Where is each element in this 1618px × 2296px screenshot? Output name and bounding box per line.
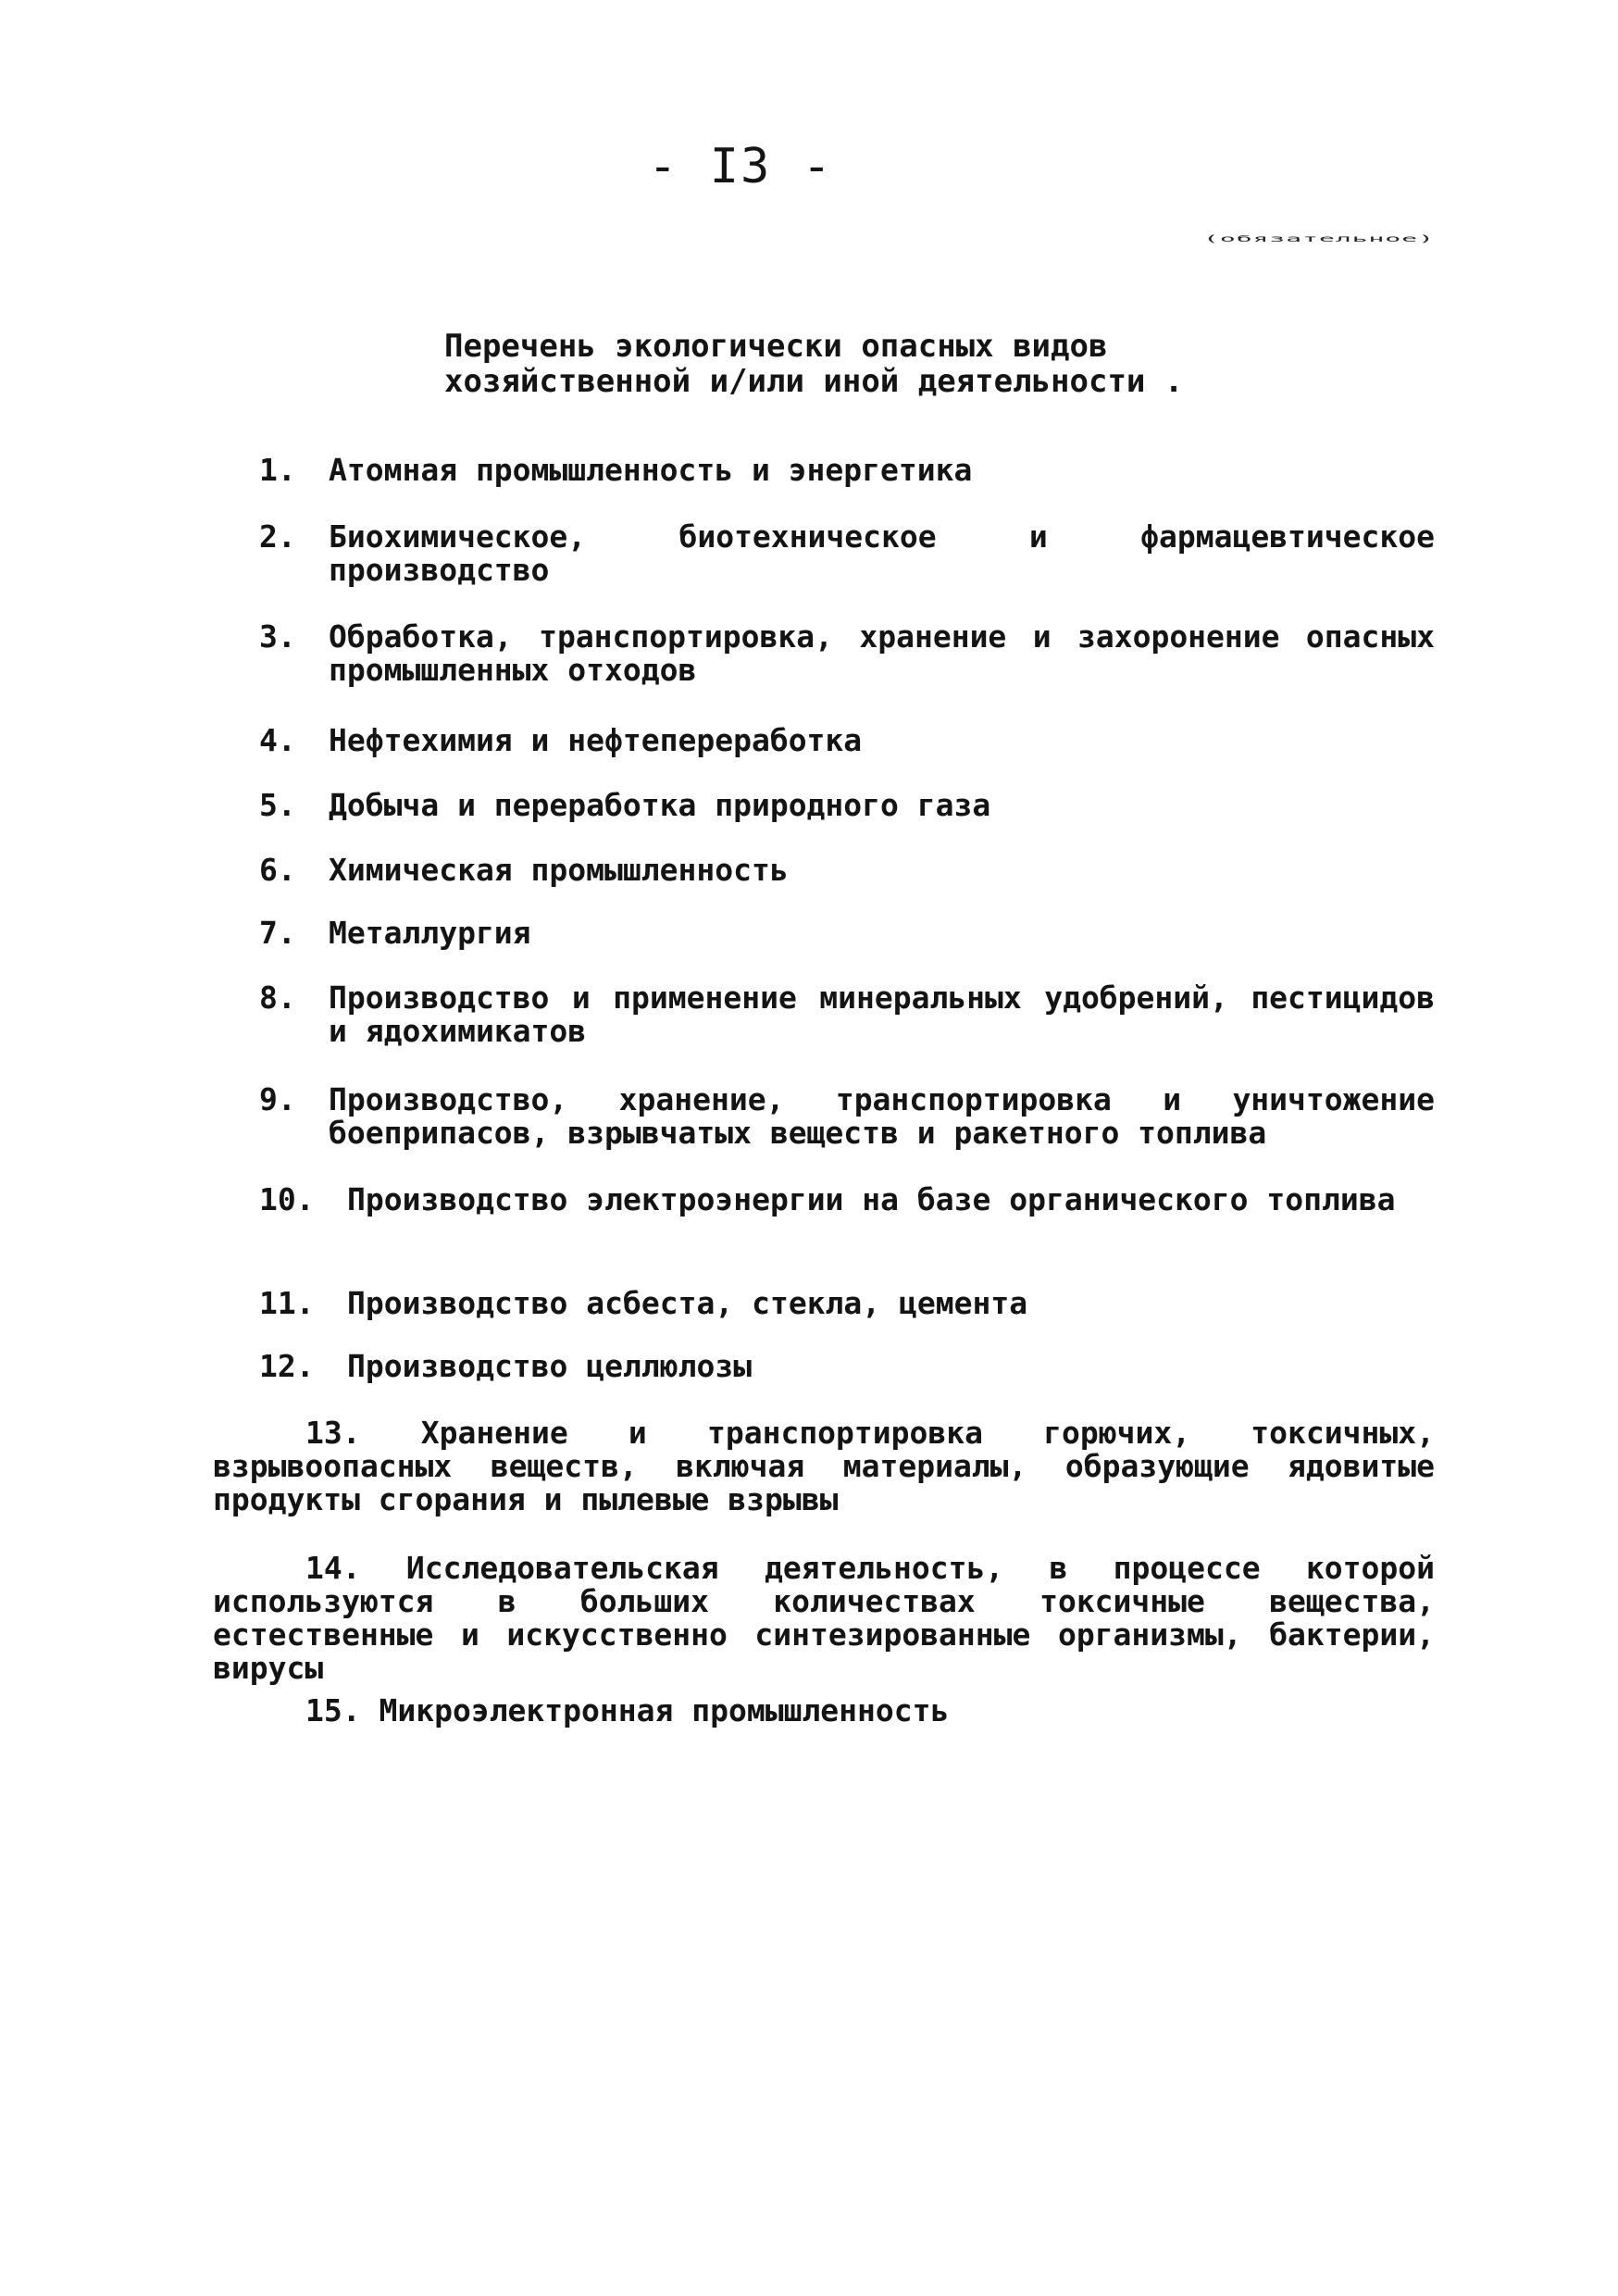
list-item-text: Биохимическое, биотехническое и фармацевтическое производство xyxy=(329,518,1435,588)
list-item xyxy=(259,854,1435,887)
list-item xyxy=(259,1183,1435,1217)
list-item-text: Атомная промышленность и энергетика xyxy=(329,452,973,488)
list-item-text: Хранение и транспортировка горючих, токсичных, взрывоопасных веществ, включая материалы, образующие ядовитые продукты сгорания и пылевые взрывы xyxy=(213,1415,1435,1517)
list-item xyxy=(213,1694,1435,1728)
list-item-number: 7. xyxy=(259,915,296,951)
title-line-1: Перечень экологически опасных видов xyxy=(444,328,1108,365)
list-item xyxy=(259,789,1435,822)
list-item-paragraph xyxy=(213,1416,1435,1516)
title-line-2: хозяйственной и/или иной деятельности . xyxy=(444,363,1184,400)
list-item-number: 15. xyxy=(305,1692,361,1728)
annex-mark: (обязательное) xyxy=(1202,233,1435,244)
list-item-text: Производство асбеста, стекла, цемента xyxy=(347,1285,1028,1321)
list-item xyxy=(213,1416,1435,1516)
list-item-text: Металлургия xyxy=(329,915,531,951)
list-item xyxy=(259,1083,1435,1150)
list-item-number: 4. xyxy=(259,722,296,758)
list-item-text: Нефтехимия и нефтепереработка xyxy=(329,722,863,758)
list-item xyxy=(259,454,1435,487)
list-item xyxy=(259,520,1435,587)
list-item-number: 9. xyxy=(259,1081,296,1117)
list-item-text: Исследовательская деятельность, в процессе которой используются в больших количествах токсичные вещества, естественные и искусственно синтезированные организмы, бактерии, вирусы xyxy=(213,1550,1435,1686)
list-item-text: Производство целлюлозы xyxy=(347,1348,753,1384)
list-item-paragraph xyxy=(213,1552,1435,1685)
list-item-number: 11. xyxy=(259,1285,315,1321)
list-item xyxy=(259,981,1435,1048)
list-item-text: Производство, хранение, транспортировка и уничтожение боеприпасов, взрывчатых веществ и ракетного топлива xyxy=(329,1081,1435,1151)
list-item xyxy=(259,1287,1435,1320)
page-number: - I3 - xyxy=(648,139,833,194)
list-item-text: Производство электроэнергии на базе органического топлива xyxy=(347,1181,1396,1217)
list-item xyxy=(259,1350,1435,1383)
list-item xyxy=(213,1552,1435,1685)
list-item-number: 14. xyxy=(305,1550,361,1586)
list-item-number: 12. xyxy=(259,1348,315,1384)
list-item xyxy=(259,724,1435,757)
list-item-number: 8. xyxy=(259,980,296,1016)
list-item-text: Добыча и переработка природного газа xyxy=(329,787,991,823)
list-item-number: 2. xyxy=(259,518,296,555)
list-item xyxy=(259,620,1435,687)
list-item-number: 3. xyxy=(259,618,296,655)
list-item-number: 6. xyxy=(259,852,296,888)
list-item xyxy=(259,917,1435,950)
list-item-text: Производство и применение минеральных удобрений, пестицидов и ядохимикатов xyxy=(329,980,1435,1049)
list-item-number: 1. xyxy=(259,452,296,488)
list-item-text: Микроэлектронная промышленность xyxy=(379,1692,950,1728)
list-item-number: 13. xyxy=(305,1415,361,1451)
list-item-text: Химическая промышленность xyxy=(329,852,789,888)
list-item-number: 5. xyxy=(259,787,296,823)
list-item-paragraph xyxy=(213,1694,1435,1728)
document-title xyxy=(444,329,1240,399)
list-item-number: 10. xyxy=(259,1181,315,1217)
list-item-text: Обработка, транспортировка, хранение и захоронение опасных промышленных отходов xyxy=(329,618,1435,688)
